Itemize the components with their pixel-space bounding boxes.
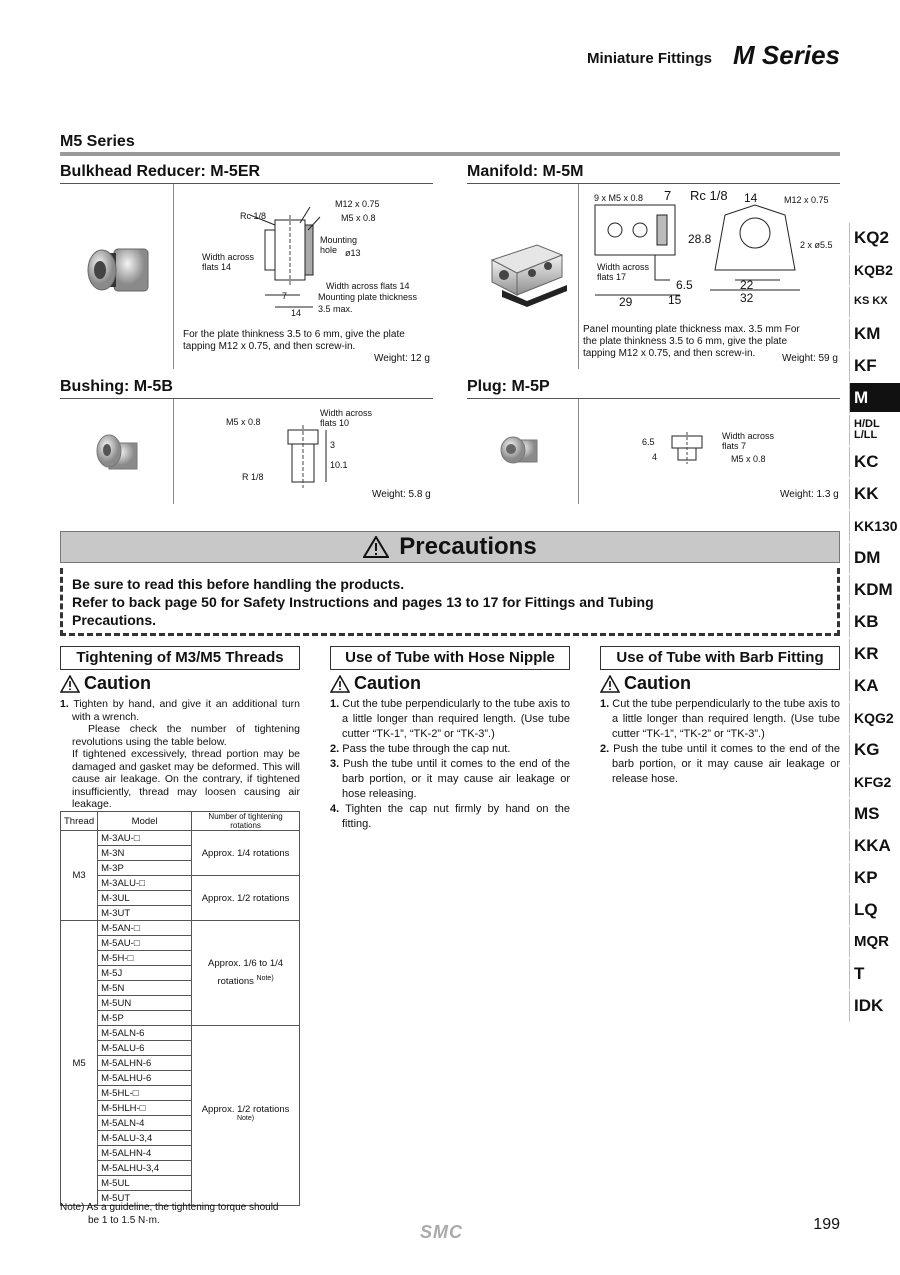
bushing-drawing (270, 420, 350, 495)
sidebar-item-kc[interactable]: KC (849, 447, 900, 479)
bs-m5: M5 x 0.8 (226, 417, 261, 427)
barb-item (600, 742, 840, 787)
mf-m12: M12 x 0.75 (784, 195, 829, 205)
sidebar-index (849, 223, 900, 1023)
bk-waf14: Width across flats 14 (326, 281, 410, 291)
rotation-note: Note) (236, 1114, 255, 1122)
hose-item (330, 742, 570, 757)
sidebar-item-kk130[interactable]: KK130 (849, 511, 900, 543)
plug-title: Plug: M-5P (467, 378, 550, 395)
sidebar-item-kb[interactable]: KB (849, 607, 900, 639)
model-cell: M-5ALU-6 (98, 1041, 192, 1056)
tightening-item1b: Please check the number of tightening revolutions using the table below. (72, 723, 300, 748)
sidebar-item-km[interactable]: KM (849, 319, 900, 351)
footnote (60, 1201, 279, 1227)
bk-rc: Rc 1/8 (240, 211, 267, 221)
tightening-caution (60, 673, 151, 694)
sidebar-item-kka[interactable]: KKA (849, 831, 900, 863)
sidebar-item-h-dl-l-ll[interactable]: H/DL L/LL (849, 415, 900, 447)
sidebar-item-t[interactable]: T (849, 959, 900, 991)
manifold-weight: Weight: 59 g (782, 353, 838, 364)
hose-list (330, 697, 570, 832)
sidebar-item-lq[interactable]: LQ (849, 895, 900, 927)
plug-divider (578, 399, 579, 504)
sidebar-item-kp[interactable]: KP (849, 863, 900, 895)
table-row (61, 921, 300, 936)
plug-weight: Weight: 1.3 g (780, 489, 839, 500)
sidebar-item-ks-kx[interactable]: KS KX (849, 287, 900, 319)
tightening-item1-num: 1. (60, 698, 69, 710)
barb-item-num: 2. (600, 743, 610, 755)
mf-waf17: Width across flats 17 (597, 262, 650, 282)
manifold-drawing (585, 191, 840, 310)
model-cell: M-5ALN-6 (98, 1026, 192, 1041)
rotation-text: Approx. 1/6 to 1/4 rotations (208, 958, 284, 988)
bk-m5: M5 x 0.8 (341, 213, 376, 223)
precautions-banner (60, 531, 840, 563)
mf-rc: Rc 1/8 (690, 188, 728, 203)
thread-cell: M5 (61, 921, 98, 1206)
tightening-body (60, 698, 300, 811)
sidebar-item-kk[interactable]: KK (849, 479, 900, 511)
rotation-text: Approx. 1/2 rotations (201, 1103, 290, 1115)
pl-d65: 6.5 (642, 437, 655, 447)
sidebar-item-kf[interactable]: KF (849, 351, 900, 383)
bk-mpt: Mounting plate thickness (318, 292, 418, 302)
hose-item (330, 757, 570, 802)
model-cell: M-3AU-□ (98, 831, 192, 846)
series-rule (60, 152, 840, 156)
mf-holes: 2 x ø5.5 (800, 240, 833, 250)
model-cell: M-5P (98, 1011, 192, 1026)
manifold-photo (482, 235, 572, 315)
mf-d65: 6.5 (676, 278, 693, 292)
model-cell: M-5ALHN-4 (98, 1146, 192, 1161)
hose-item-num: 2. (330, 743, 340, 755)
rotation-cell (192, 1026, 300, 1206)
model-cell: M-5H-□ (98, 951, 192, 966)
sidebar-item-kq2[interactable]: KQ2 (849, 223, 900, 255)
bushing-divider (173, 399, 174, 504)
hose-item-num: 4. (330, 803, 340, 815)
bulkhead-title: Bulkhead Reducer: M-5ER (60, 163, 261, 180)
bk-phi13: ø13 (345, 248, 361, 258)
th-model: Model (98, 812, 192, 831)
hose-item (330, 802, 570, 832)
manifold-note: Panel mounting plate thickness max. 3.5 mm For the plate thinkness 3.5 to 6 mm, give the plate tapping M12 x 0.75, and then screw-in. (583, 324, 800, 359)
mf-d15: 15 (668, 293, 682, 307)
model-cell: M-3ALU-□ (98, 876, 192, 891)
tightening-item1-text: Tighten by hand, and give it an additional turn with a wrench. (72, 698, 301, 723)
model-cell: M-5HL-□ (98, 1086, 192, 1101)
model-cell: M-5UN (98, 996, 192, 1011)
caution-icon (60, 675, 80, 693)
bulkhead-rule (60, 183, 433, 184)
bk-d7: 7 (282, 291, 288, 301)
sidebar-item-mqr[interactable]: MQR (849, 927, 900, 959)
bs-waf: Width across flats 10 (320, 408, 373, 428)
model-cell: M-5UT (98, 1191, 192, 1206)
model-cell: M-5ALHN-6 (98, 1056, 192, 1071)
barb-item-text: Push the tube until it comes to the end of the barb portion, or it may cause air leakage or release hose. (612, 743, 841, 785)
series-title: M5 Series (60, 133, 135, 150)
model-cell: M-5AN-□ (98, 921, 192, 936)
precautions-title: Precautions (399, 533, 537, 560)
hose-caution (330, 673, 421, 694)
bs-d101: 10.1 (330, 460, 348, 470)
sidebar-item-kqb2[interactable]: KQB2 (849, 255, 900, 287)
precautions-line1: Be sure to read this before handling the products. (72, 576, 405, 592)
model-cell: M-5ALN-4 (98, 1116, 192, 1131)
bk-m12: M12 x 0.75 (335, 199, 380, 209)
bushing-weight: Weight: 5.8 g (372, 489, 431, 500)
sidebar-item-dm[interactable]: DM (849, 543, 900, 575)
tightening-heading: Tightening of M3/M5 Threads (60, 646, 300, 670)
hose-item-text: Pass the tube through the cap nut. (342, 743, 511, 755)
th-rotations: Number of tightening rotations (192, 812, 300, 831)
mf-d7: 7 (664, 188, 672, 203)
model-cell: M-5UL (98, 1176, 192, 1191)
sidebar-item-kr[interactable]: KR (849, 639, 900, 671)
hose-item-text: Cut the tube perpendicularly to the tube axis to a little longer than required length. (Use tube cutter “TK-1”, “TK-2” or “TK-3”.) (342, 698, 570, 740)
bk-waf: Width across flats 14 (202, 252, 255, 272)
page-number: 199 (813, 1216, 840, 1233)
model-cell: M-3N (98, 846, 192, 861)
footnote-line1: Note) As a guideline, the tightening torque should (60, 1202, 279, 1213)
bk-max: 3.5 max. (318, 304, 353, 314)
bushing-rule (60, 398, 433, 399)
table-header-row (61, 812, 300, 831)
pl-m5: M5 x 0.8 (731, 454, 766, 464)
manifold-divider (578, 184, 579, 369)
tightening-item1 (60, 698, 300, 723)
hose-item-text: Tighten the cap nut firmly by hand on the fitting. (342, 803, 571, 830)
model-cell: M-5N (98, 981, 192, 996)
header-subtitle: Miniature Fittings (587, 50, 712, 67)
hose-item-text: Push the tube until it comes to the end of the barb portion, or it may cause air leakage or hose releasing. (342, 758, 571, 800)
table-row (61, 831, 300, 846)
bk-d14: 14 (291, 308, 302, 318)
barb-item (600, 697, 840, 742)
sidebar-item-ka[interactable]: KA (849, 671, 900, 703)
barb-item-text: Cut the tube perpendicularly to the tube axis to a little longer than required length. (Use tube cutter “TK-1”, “TK-2” or “TK-3”.) (612, 698, 840, 740)
plug-photo (495, 430, 545, 475)
mf-d32: 32 (740, 291, 754, 305)
hose-heading: Use of Tube with Hose Nipple (330, 646, 570, 670)
hose-item-num: 1. (330, 698, 340, 710)
rotation-cell (192, 921, 300, 1026)
sidebar-item-ms[interactable]: MS (849, 799, 900, 831)
bulkhead-weight: Weight: 12 g (374, 353, 430, 364)
tightening-item1c: If tightened excessively, thread portion may be damaged and gasket may be deformed. This will cause air leakage. On the contrary, if tightened insufficiently, thread may loosen causing air leakage. (72, 748, 300, 810)
sidebar-item-idk[interactable]: IDK (849, 991, 900, 1023)
model-cell: M-5AU-□ (98, 936, 192, 951)
pl-d4: 4 (652, 452, 658, 462)
model-cell: M-5ALHU-3,4 (98, 1161, 192, 1176)
tightening-caution-label: Caution (84, 673, 151, 693)
model-cell: M-5HLH-□ (98, 1101, 192, 1116)
precautions-line2: Refer to back page 50 for Safety Instructions and pages 13 to 17 for Fittings and Tubing (72, 594, 654, 610)
mf-d22: 22 (740, 278, 754, 292)
tightening-table (60, 811, 300, 1206)
precautions-line3: Precautions. (72, 612, 157, 628)
sidebar-item-kfg2[interactable]: KFG2 (849, 767, 900, 799)
hose-caution-label: Caution (354, 673, 421, 693)
bushing-title: Bushing: M-5B (60, 378, 173, 395)
bs-d3: 3 (330, 440, 336, 450)
plug-rule (467, 398, 840, 399)
hose-item-num: 3. (330, 758, 340, 770)
sidebar-item-kqg2[interactable]: KQG2 (849, 703, 900, 735)
model-cell: M-5ALU-3,4 (98, 1131, 192, 1146)
mf-ports: 9 x M5 x 0.8 (594, 193, 644, 203)
bulkhead-divider (173, 184, 174, 369)
mf-d29: 29 (619, 295, 633, 309)
barb-item-num: 1. (600, 698, 610, 710)
manifold-rule (467, 183, 840, 184)
caution-icon (330, 675, 350, 693)
model-cell: M-5J (98, 966, 192, 981)
thread-cell: M3 (61, 831, 98, 921)
bulkhead-note: For the plate thinkness 3.5 to 6 mm, give the plate tapping M12 x 0.75, and then screw-in. (183, 329, 405, 352)
rotation-note: Note) (256, 975, 274, 983)
model-cell: M-3UT (98, 906, 192, 921)
barb-heading: Use of Tube with Barb Fitting (600, 646, 840, 670)
sidebar-item-kdm[interactable]: KDM (849, 575, 900, 607)
model-cell: M-3P (98, 861, 192, 876)
model-cell: M-5ALHU-6 (98, 1071, 192, 1086)
smc-logo: SMC (420, 1222, 463, 1242)
mf-h288: 28.8 (688, 232, 712, 246)
pl-waf: Width across flats 7 (722, 431, 775, 451)
th-thread: Thread (61, 812, 98, 831)
manifold-title: Manifold: M-5M (467, 163, 584, 180)
header-title: M Series (733, 40, 840, 70)
hose-item (330, 697, 570, 742)
mf-d14: 14 (744, 191, 758, 205)
rotation-cell: Approx. 1/2 rotations (192, 876, 300, 921)
bk-mh: Mounting hole (320, 235, 358, 255)
precautions-text (72, 575, 832, 629)
barb-list (600, 697, 840, 787)
bushing-photo (95, 425, 145, 480)
model-cell: M-3UL (98, 891, 192, 906)
warning-icon (363, 536, 389, 558)
barb-caution (600, 673, 691, 694)
bulkhead-photo (80, 235, 160, 305)
sidebar-item-m[interactable]: M (849, 383, 900, 415)
barb-caution-label: Caution (624, 673, 691, 693)
bs-r: R 1/8 (242, 472, 264, 482)
rotation-cell: Approx. 1/4 rotations (192, 831, 300, 876)
footnote-line2: be 1 to 1.5 N·m. (88, 1215, 160, 1226)
caution-icon (600, 675, 620, 693)
sidebar-item-kg[interactable]: KG (849, 735, 900, 767)
plug-drawing (658, 428, 718, 468)
